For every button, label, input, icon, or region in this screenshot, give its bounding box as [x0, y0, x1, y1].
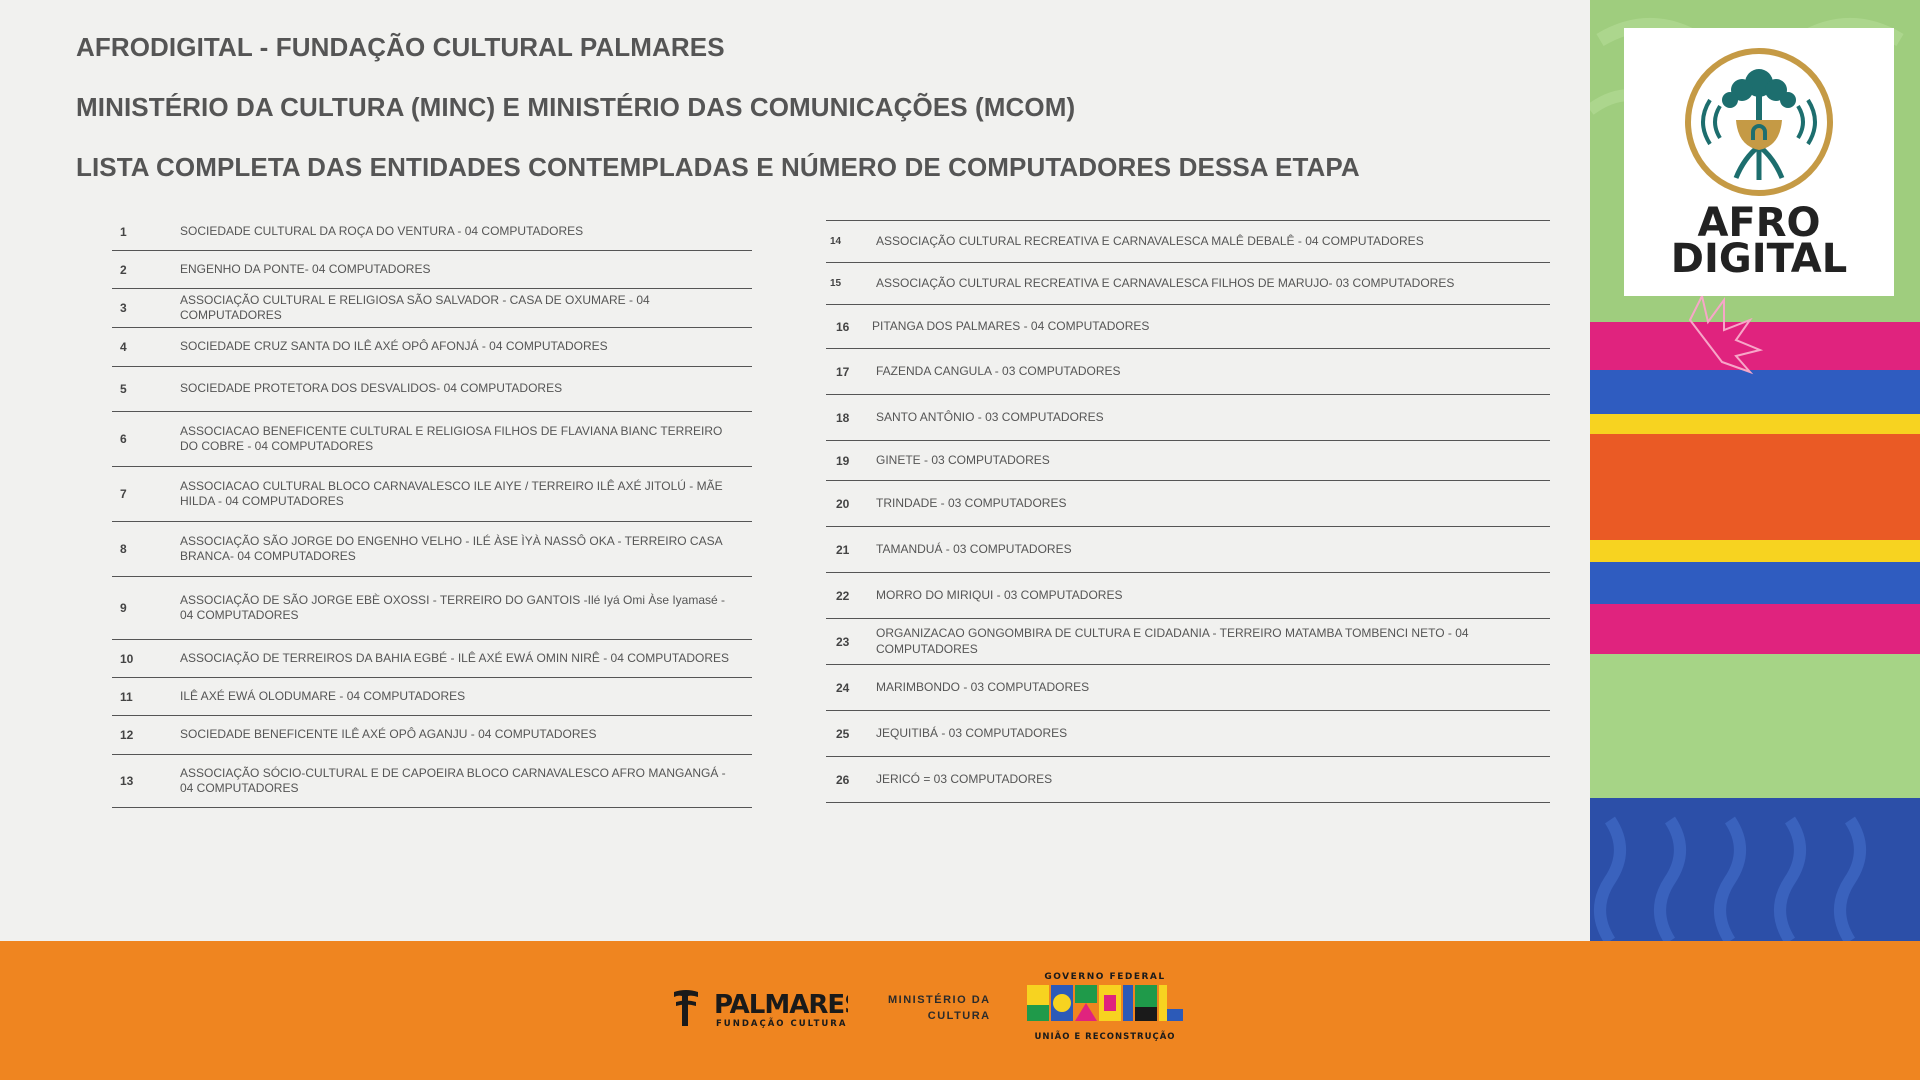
palmares-name: PALMARES — [714, 990, 848, 1020]
entity-name: SOCIEDADE CULTURAL DA ROÇA DO VENTURA - 04 COMPUTADORES — [180, 224, 584, 239]
entity-name: JEQUITIBÁ - 03 COMPUTADORES — [876, 725, 1068, 740]
entity-number: 19 — [836, 453, 850, 468]
palmares-logo-mark — [672, 986, 848, 1030]
afrodigital-logo-card — [1624, 28, 1894, 296]
entity-number: 14 — [830, 236, 842, 247]
list-item — [826, 573, 1550, 619]
entity-name: SOCIEDADE CRUZ SANTA DO ILÊ AXÉ OPÔ AFONJÁ - 04 COMPUTADORES — [180, 339, 608, 354]
entity-number: 5 — [120, 382, 127, 396]
entity-name: FAZENDA CANGULA - 03 COMPUTADORES — [876, 363, 1121, 378]
entity-number: 10 — [120, 651, 134, 666]
palmares-subtitle: FUNDAÇÃO CULTURAL — [716, 1019, 848, 1029]
list-item — [826, 263, 1550, 305]
list-item — [112, 251, 752, 289]
list-item — [112, 328, 752, 367]
logo-text-digital: DIGITAL — [1670, 236, 1848, 282]
list-item — [826, 619, 1550, 665]
entities-list-left — [112, 214, 752, 808]
entity-name: TRINDADE - 03 COMPUTADORES — [876, 495, 1067, 510]
entity-number: 18 — [836, 410, 850, 425]
ministerio-line1: MINISTÉRIO DA — [888, 994, 991, 1006]
entity-name: ENGENHO DA PONTE- 04 COMPUTADORES — [180, 261, 431, 276]
logo-text-afro: AFRO — [1697, 200, 1821, 246]
entity-name: ASSOCIAÇÃO DE TERREIROS DA BAHIA EGBÉ - ILÊ AXÉ EWÁ OMIN NIRÊ - 04 COMPUTADORES — [180, 650, 730, 665]
brasil-colored-letters — [1027, 985, 1183, 1021]
list-item — [112, 522, 752, 577]
page-title: AFRODIGITAL - FUNDAÇÃO CULTURAL PALMARES — [76, 32, 725, 62]
gov-top-text: GOVERNO FEDERAL — [1044, 972, 1166, 982]
entity-number: 13 — [120, 774, 134, 788]
list-item — [112, 367, 752, 412]
entity-number: 23 — [836, 634, 850, 649]
palmares-logo — [672, 986, 848, 1035]
entity-number: 16 — [836, 319, 850, 334]
list-item — [826, 527, 1550, 573]
list-item — [112, 214, 752, 251]
entity-number: 24 — [836, 680, 850, 695]
entity-number: 22 — [836, 588, 850, 603]
entity-number: 2 — [120, 262, 127, 277]
entity-name: SOCIEDADE BENEFICENTE ILÊ AXÉ OPÔ AGANJU - 04 COMPUTADORES — [180, 727, 597, 742]
entity-number: 12 — [120, 728, 134, 742]
entity-name: ASSOCIAÇÃO CULTURAL RECREATIVA E CARNAVALESCA MALÊ DEBALÊ - 04 COMPUTADORES — [876, 233, 1424, 248]
entity-number: 8 — [120, 542, 127, 556]
page-subtitle-ministries: MINISTÉRIO DA CULTURA (MINC) E MINISTÉRIO DAS COMUNICAÇÕES (MCOM) — [76, 92, 1076, 122]
entity-name: SOCIEDADE PROTETORA DOS DESVALIDOS- 04 COMPUTADORES — [180, 381, 563, 396]
entity-name: JERICÓ = 03 COMPUTADORES — [876, 771, 1053, 786]
list-item — [112, 755, 752, 808]
entity-name: ORGANIZACAO GONGOMBIRA DE CULTURA E CIDADANIA - TERREIRO MATAMBA TOMBENCI NETO - 04 COMPUTADORES — [876, 626, 1469, 656]
entity-number: 9 — [120, 601, 127, 615]
entity-number: 21 — [836, 542, 850, 557]
entity-name: ASSOCIAÇÃO CULTURAL E RELIGIOSA SÃO SALVADOR - CASA DE OXUMARE - 04 COMPUTADORES — [180, 292, 650, 322]
list-item — [112, 716, 752, 755]
governo-federal-logo — [1024, 970, 1186, 1051]
entity-name: MORRO DO MIRIQUI - 03 COMPUTADORES — [876, 587, 1123, 602]
entity-name: ASSOCIAÇÃO DE SÃO JORGE EBÈ OXOSSI - TERREIRO DO GANTOIS -Ilé Iyá Omi Àse Iyamasé - 04 COMPUTADORES — [180, 592, 726, 622]
entity-number: 6 — [120, 432, 127, 446]
gov-bottom-text: UNIÃO E RECONSTRUÇÃO — [1034, 1032, 1176, 1042]
entity-name: PITANGA DOS PALMARES - 04 COMPUTADORES — [872, 318, 1150, 333]
entity-name: ASSOCIAÇÃO CULTURAL RECREATIVA E CARNAVALESCA FILHOS DE MARUJO- 03 COMPUTADORES — [876, 275, 1455, 290]
list-item — [826, 665, 1550, 711]
entity-name: ASSOCIAÇÃO SÃO JORGE DO ENGENHO VELHO - ILÉ ÀSE ÌYÀ NASSÔ OKA - TERREIRO CASA BRANCA- 04 COMPUTADORES — [180, 533, 722, 563]
entity-number: 7 — [120, 487, 127, 501]
entity-number: 11 — [120, 689, 133, 704]
entity-number: 15 — [830, 278, 842, 289]
list-item — [826, 221, 1550, 263]
entity-name: MARIMBONDO - 03 COMPUTADORES — [876, 679, 1090, 694]
entity-name: ILÊ AXÉ EWÁ OLODUMARE - 04 COMPUTADORES — [180, 688, 466, 703]
list-item — [826, 711, 1550, 757]
entity-number: 17 — [836, 364, 850, 379]
list-item — [826, 305, 1550, 349]
entity-number: 25 — [836, 726, 850, 741]
list-item — [112, 678, 752, 716]
list-item — [826, 441, 1550, 481]
entity-number: 26 — [836, 772, 850, 787]
list-item — [826, 349, 1550, 395]
governo-federal-mark — [1024, 970, 1186, 1046]
entity-number: 3 — [120, 301, 127, 315]
entity-number: 4 — [120, 340, 127, 354]
list-item — [826, 481, 1550, 527]
page-subtitle-list: LISTA COMPLETA DAS ENTIDADES CONTEMPLADAS E NÚMERO DE COMPUTADORES DESSA ETAPA — [76, 152, 1360, 182]
entity-name: ASSOCIAÇÃO SÓCIO-CULTURAL E DE CAPOEIRA BLOCO CARNAVALESCO AFRO MANGANGÁ - 04 COMPUTADORES — [180, 765, 726, 795]
list-item — [112, 289, 752, 328]
list-item — [826, 395, 1550, 441]
entity-name: ASSOCIACAO BENEFICENTE CULTURAL E RELIGIOSA FILHOS DE FLAVIANA BIANC TERREIRO DO COBRE - 04 COMPUTADORES — [180, 423, 723, 453]
list-item — [826, 757, 1550, 803]
ministerio-cultura-label — [888, 992, 991, 1024]
entity-name: TAMANDUÁ - 03 COMPUTADORES — [876, 541, 1072, 556]
entity-number: 20 — [836, 496, 850, 511]
entity-number: 1 — [120, 225, 127, 239]
list-item — [112, 640, 752, 678]
entity-name: ASSOCIACAO CULTURAL BLOCO CARNAVALESCO ILE AIYE / TERREIRO ILÊ AXÉ JITOLÚ - MÃE HILDA - 04 COMPUTADORES — [180, 478, 723, 508]
list-item — [112, 412, 752, 467]
list-item — [112, 467, 752, 522]
afrodigital-logo — [1624, 28, 1894, 296]
list-item — [112, 577, 752, 640]
ministerio-line2: CULTURA — [927, 1010, 991, 1022]
entities-list-right — [826, 220, 1550, 803]
entity-name: SANTO ANTÔNIO - 03 COMPUTADORES — [876, 409, 1104, 424]
entity-name: GINETE - 03 COMPUTADORES — [876, 452, 1050, 467]
